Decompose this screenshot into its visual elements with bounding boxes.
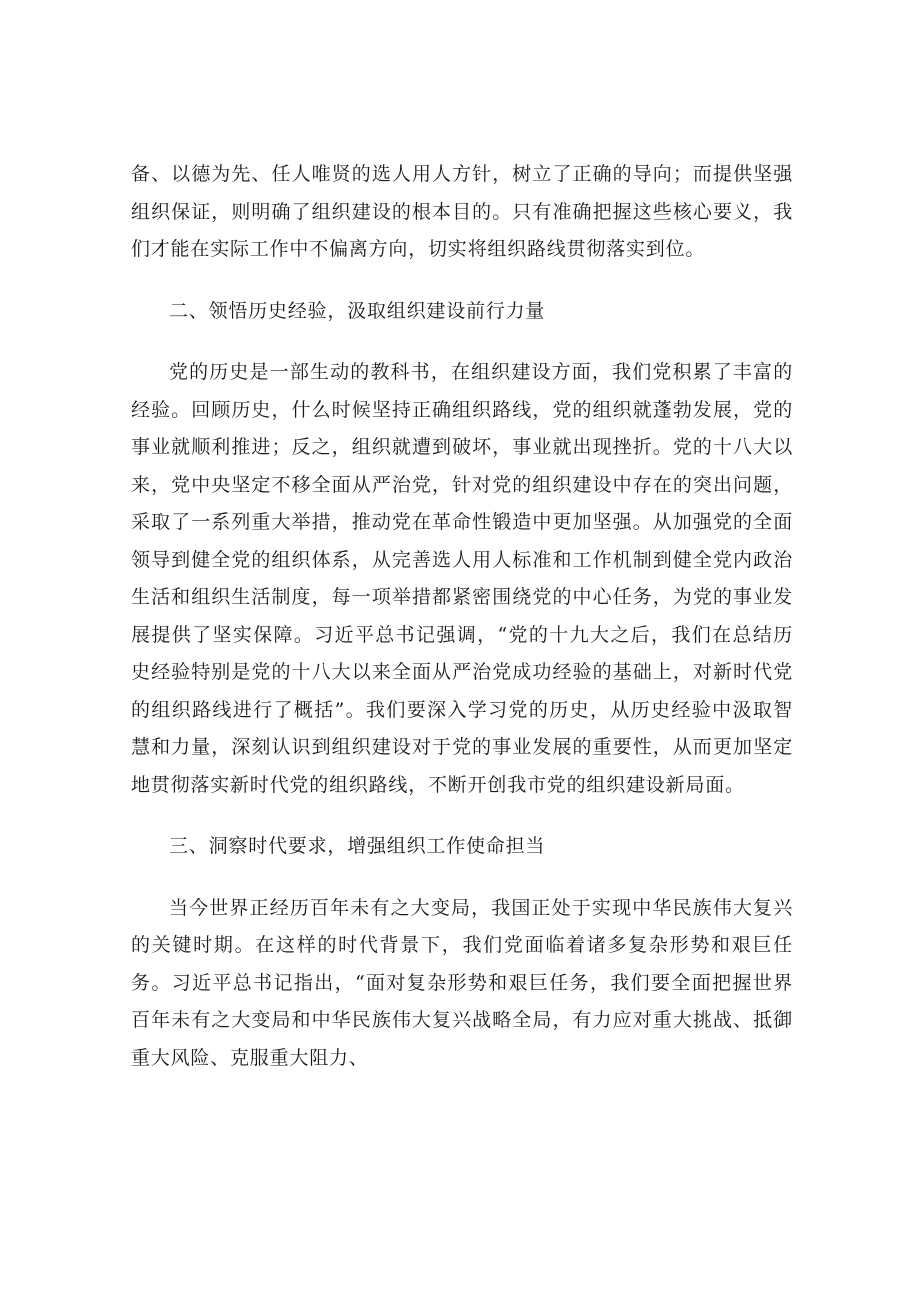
paragraph-history: 党的历史是一部生动的教科书，在组织建设方面，我们党积累了丰富的经验。回顾历史，什么时候坚持正确组织路线，党的组织就蓬勃发展，党的事业就顺利推进；反之，组织就遭到破坏，事业就出现挫折。党的十八大以来，党中央坚定不移全面从严治党，针对党的组织建设中存在的突出问题，采取了一系列重大举措，推动党在革命性锻造中更加坚强。从加强党的全面领导到健全党的组织体系，从完善选人用人标准和工作机制到健全党内政治生活和组织生活制度，每一项举措都紧密围绕党的中心任务，为党的事业发展提供了坚实保障。习近平总书记强调，“党的十九大之后，我们在总结历史经验特别是党的十八大以来全面从严治党成功经验的基础上，对新时代党的组织路线进行了概括”。我们要深入学习党的历史，从历史经验中汲取智慧和力量，深刻认识到组织建设对于党的事业发展的重要性，从而更加坚定地贯彻落实新时代党的组织路线，不断开创我市党的组织建设新局面。 <box>131 361 793 796</box>
paragraph-gap <box>131 866 793 890</box>
paragraph-gap <box>131 804 793 828</box>
paragraph-continuation: 备、以德为先、任人唯贤的选人用人方针，树立了正确的导向；而提供坚强组织保证，则明确了组织建设的根本目的。只有准确把握这些核心要义，我们才能在实际工作中不偏离方向，切实将组织路线贯彻落实到位。 <box>131 163 793 260</box>
section-heading-2: 二、领悟历史经验，汲取组织建设前行力量 <box>169 299 546 322</box>
paragraph-gap <box>131 330 793 354</box>
paragraph-gap <box>131 269 793 293</box>
section-heading-3: 三、洞察时代要求，增强组织工作使命担当 <box>169 835 546 857</box>
paragraph-era: 当今世界正经历百年未有之大变局，我国正处于实现中华民族伟大复兴的关键时期。在这样的时代背景下，我们党面临着诸多复杂形势和艰巨任务。习近平总书记指出，“面对复杂形势和艰巨任务，我们要全面把握世界百年未有之大变局和中华民族伟大复兴战略全局，有力应对重大挑战、抵御重大风险、克服重大阻力、 <box>131 896 793 1069</box>
document-body <box>131 156 793 1077</box>
